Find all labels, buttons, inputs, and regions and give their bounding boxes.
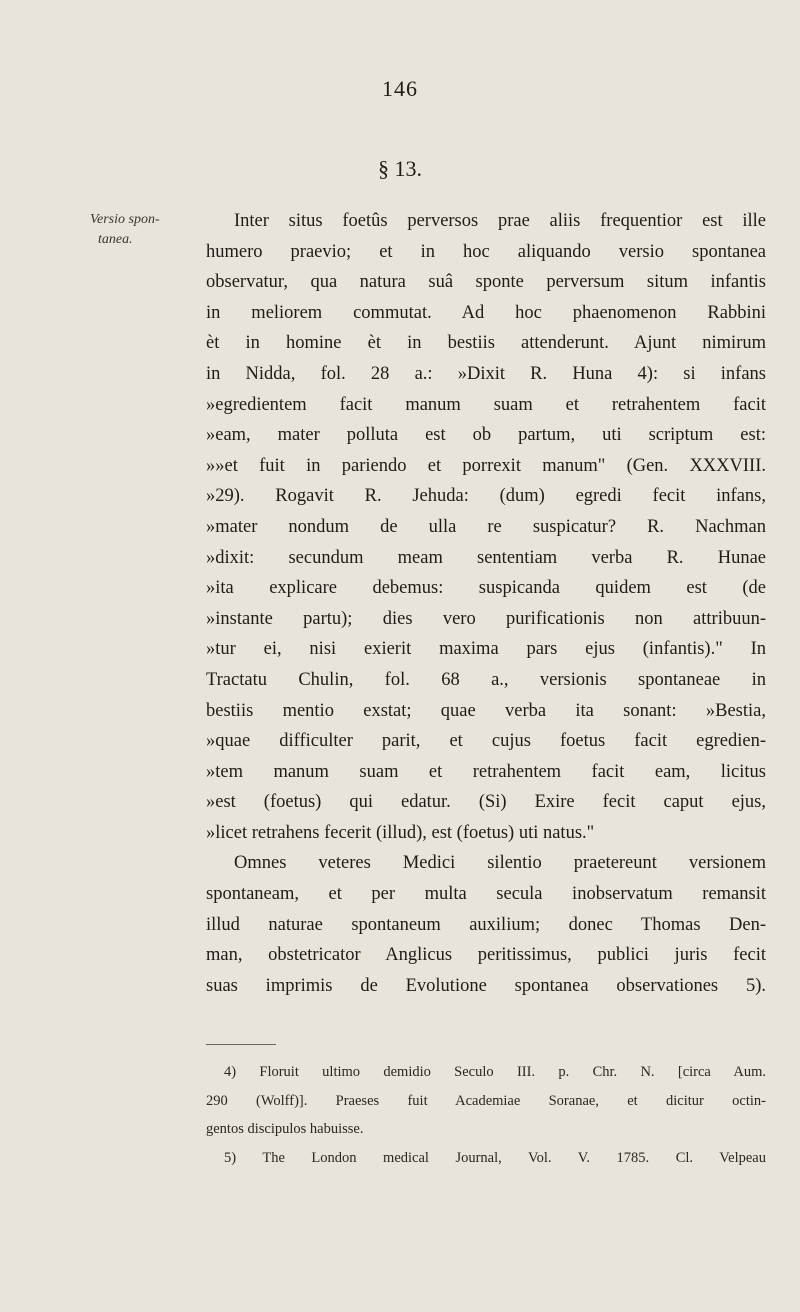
body-line: »eam, mater polluta est ob partum, uti scriptum est:: [206, 425, 766, 446]
body-line: suas imprimis de Evolutione spontanea observationes 5).: [206, 975, 766, 996]
page-number: 146: [382, 76, 418, 101]
body-line: in Nidda, fol. 28 a.: »Dixit R. Huna 4): si infans: [206, 363, 766, 384]
body-line: Tractatu Chulin, fol. 68 a., versionis spontaneae in: [206, 669, 766, 690]
body-line: »egredientem facit manum suam et retrahentem facit: [206, 394, 766, 415]
body-line: èt in homine èt in bestiis attenderunt. Ajunt nimirum: [206, 333, 766, 354]
body-line: observatur, qua natura suâ sponte perversum situm infantis: [206, 272, 766, 293]
footnotes: [206, 1058, 766, 1172]
body-line: in meliorem commutat. Ad hoc phaenomenon Rabbini: [206, 302, 766, 323]
body-line: »tem manum suam et retrahentem facit eam, licitus: [206, 761, 766, 782]
body-line: »instante partu); dies vero purificationis non attribuun-: [206, 608, 766, 629]
body-line: bestiis mentio exstat; quae verba ita sonant: »Bestia,: [206, 700, 766, 721]
body-line: »tur ei, nisi exierit maxima pars ejus (infantis)." In: [206, 639, 766, 660]
footnote-line: 4) Floruit ultimo demidio Seculo III. p. Chr. N. [circa Aum.: [224, 1064, 766, 1080]
body-line: »licet retrahens fecerit (illud), est (foetus) uti natus.": [206, 822, 595, 843]
body-line: man, obstetricator Anglicus peritissimus, publici juris fecit: [206, 945, 766, 966]
body-line: Omnes veteres Medici silentio praetereunt versionem: [234, 853, 766, 874]
body-line: spontaneam, et per multa secula inobservatum remansit: [206, 884, 766, 905]
body-line: »dixit: secundum meam sententiam verba R. Hunae: [206, 547, 766, 568]
margin-note: [90, 210, 190, 250]
body-line: »ita explicare debemus: suspicanda quidem est (de: [206, 578, 766, 599]
footnote-line: 290 (Wolff)]. Praeses fuit Academiae Soranae, et dicitur octin-: [206, 1092, 766, 1109]
body-line: »mater nondum de ulla re suspicatur? R. Nachman: [206, 516, 766, 537]
body-line: humero praevio; et in hoc aliquando versio spontanea: [206, 241, 766, 262]
body-line: »»et fuit in pariendo et porrexit manum" (Gen. XXXVIII.: [206, 455, 766, 476]
footnote-line: gentos discipulos habuisse.: [206, 1121, 364, 1137]
body-line: Inter situs foetûs perversos prae aliis frequentior est ille: [234, 211, 766, 231]
body-text: [206, 206, 766, 1001]
body-line: illud naturae spontaneum auxilium; donec Thomas Den-: [206, 914, 766, 935]
body-line: »29). Rogavit R. Jehuda: (dum) egredi fecit infans,: [206, 486, 766, 507]
body-line: »est (foetus) qui edatur. (Si) Exire fecit caput ejus,: [206, 792, 766, 813]
footnote-line: 5) The London medical Journal, Vol. V. 1785. Cl. Velpeau: [224, 1149, 766, 1166]
margin-note-line: Versio spon-: [90, 212, 160, 227]
footnote-rule: [206, 1044, 276, 1045]
margin-note-line: tanea.: [98, 232, 133, 247]
section-heading: § 13.: [378, 156, 422, 181]
body-line: »quae difficulter parit, et cujus foetus facit egredien-: [206, 731, 766, 752]
